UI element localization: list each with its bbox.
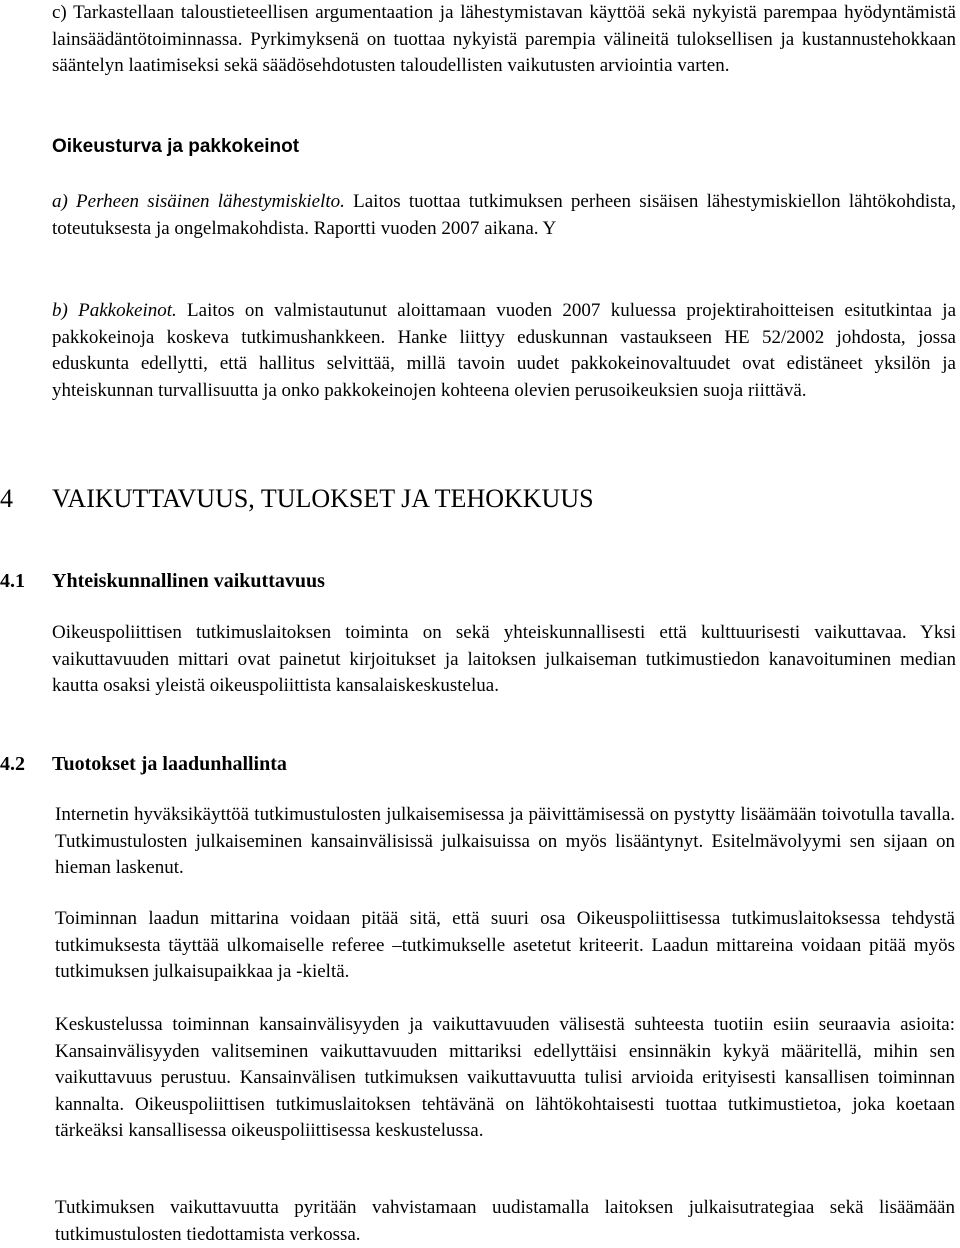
section-41-title: Yhteiskunnallinen vaikuttavuus: [52, 570, 325, 592]
section-title-oikeusturva: Oikeusturva ja pakkokeinot: [52, 136, 300, 157]
chapter-number: 4: [0, 484, 13, 513]
section-41-paragraph: Oikeuspoliittisen tutkimuslaitoksen toiminta on sekä yhteiskunnallisesti että kulttuurisesti vaikuttavaa. Yksi vaikuttavuuden mittari ovat painetut kirjoitukset ja laitoksen julkaiseman tutkimustiedon kanavoituminen median kautta osaksi yleistä oikeuspoliittista kansalaiskeskustelua.: [52, 622, 956, 696]
section-42-paragraph-1: Internetin hyväksikäyttöä tutkimustulosten julkaisemisessa ja päivittämisessä on pystytty lisäämään toivotulla tavalla. Tutkimustulosten julkaiseminen kansainvälisissä julkaisuissa on myös lisääntynyt. Esitelmävolyymi sen sijaan on hieman laskenut.: [55, 804, 955, 878]
item-a-text: Laitos tuottaa tutkimuksen perheen sisäisen lähestymiskiellon lähtökohdista, toteutuksesta ja ongelmakohdista. Raportti vuoden 2007 aikana. Y: [52, 191, 956, 239]
item-a-paragraph: [52, 189, 956, 242]
section-42-paragraph-2: Toiminnan laadun mittarina voidaan pitää sitä, että suuri osa Oikeuspoliittisessa tutkimuslaitoksessa tehdystä tutkimuksesta täyttää ulkomaiselle referee –tutkimukselle asetetut kriteerit. Laadun mittareina voidaan pitää myös tutkimuksen julkaisupaikkaa ja -kieltä.: [55, 908, 955, 982]
item-a-lead: a) Perheen sisäinen lähestymiskielto.: [52, 191, 345, 212]
item-b-paragraph: [52, 298, 956, 404]
chapter-title: VAIKUTTAVUUS, TULOKSET JA TEHOKKUUS: [52, 484, 594, 513]
intro-paragraph: c) Tarkastellaan taloustieteellisen argumentaation ja lähestymistavan käyttöä sekä nykyistä parempaa hyödyntämistä lainsäädäntötoiminnassa. Pyrkimyksenä on tuottaa nykyistä parempia välineitä tuloksellisen ja kustannustehokkaan sääntelyn laatimiseksi sekä säädösehdotusten taloudellisten vaikutusten arviointia varten.: [52, 2, 956, 76]
section-42-paragraph-4: Tutkimuksen vaikuttavuutta pyritään vahvistamaan uudistamalla laitoksen julkaisutrategiaa sekä lisäämään tutkimustulosten tiedottamista verkossa.: [55, 1197, 955, 1245]
section-41-heading: [0, 570, 325, 593]
section-42-number: 4.2: [0, 753, 25, 775]
section-42-heading: [0, 753, 287, 776]
item-b-lead: b) Pakkokeinot.: [52, 300, 177, 321]
section-42-paragraph-3: Keskustelussa toiminnan kansainvälisyyden ja vaikuttavuuden välisestä suhteesta tuotiin esiin seuraavia asioita: Kansainvälisyyden valitseminen vaikuttavuuden mittariksi edellyttäisi ensinnäkin kykyä määritellä, mihin sen vaikuttavuus perustuu. Kansainvälisen tutkimuksen vaikuttavuutta tulisi arvioida erityisesti kansallisen toiminnan kannalta. Oikeuspoliittisen tutkimuslaitoksen tehtävänä on lähtökohtaisesti tuottaa tutkimustietoa, joka koetaan tärkeäksi kansallisessa oikeuspoliittisessa keskustelussa.: [55, 1014, 955, 1141]
section-41-number: 4.1: [0, 570, 25, 592]
section-42-title: Tuotokset ja laadunhallinta: [52, 753, 287, 775]
item-b-text: Laitos on valmistautunut aloittamaan vuoden 2007 kuluessa projektirahoitteisen esitutkintaa ja pakkokeinoja koskeva tutkimushankkeen. Hanke liittyy eduskunnan vastaukseen HE 52/2002 johdosta, jossa eduskunta edellytti, että hallitus selvittää, millä tavoin uudet pakkokeinovaltuudet ovat edistäneet yksilön ja yhteiskunnan turvallisuutta ja onko pakkokeinojen kohteena olevien perusoikeuksien suoja riittävä.: [52, 300, 956, 401]
chapter-heading: [0, 484, 594, 514]
